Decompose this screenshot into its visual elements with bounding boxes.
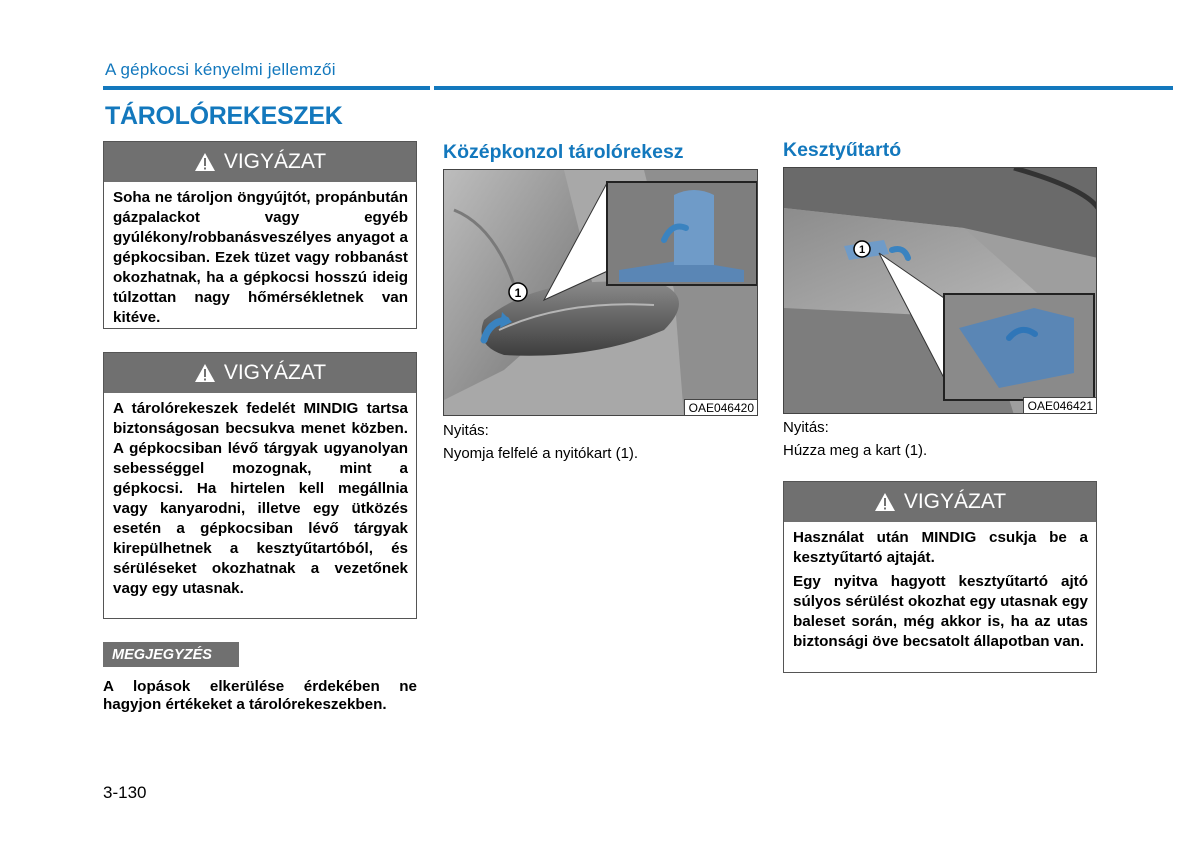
glovebox-figure-code: OAE046421 xyxy=(1023,397,1096,413)
caution-paragraph: Használat után MINDIG csukja be a kesztyűtartó ajtaját. xyxy=(793,529,1088,566)
glovebox-callout: 1 xyxy=(858,244,866,256)
caution-box-1 xyxy=(103,141,417,329)
console-callout: 1 xyxy=(514,286,522,300)
chapter-title: A gépkocsi kényelmi jellemzői xyxy=(105,60,336,79)
console-caption-label: Nyitás: xyxy=(443,422,489,439)
caution-header xyxy=(784,482,1096,522)
caution-title: VIGYÁZAT xyxy=(903,490,1007,513)
glovebox-illustration xyxy=(784,168,1097,414)
caution-body xyxy=(104,393,416,609)
console-illustration xyxy=(444,170,758,416)
caution-header xyxy=(104,142,416,182)
glovebox-figure xyxy=(783,167,1097,414)
note-text: A lopások elkerülése érdekében ne hagyjon értékeket a tárolórekeszekben. xyxy=(103,678,417,713)
console-caption-text: Nyomja felfelé a nyitókart (1). xyxy=(443,445,639,462)
caution-header xyxy=(104,353,416,393)
note-label: MEGJEGYZÉS xyxy=(103,642,239,667)
glovebox-title: Kesztyűtartó xyxy=(783,139,902,161)
header-rule-gap xyxy=(430,86,434,90)
caution-paragraph: A tárolórekeszek fedelét MINDIG tartsa biztonságosan becsukva menet közben. A gépkocsiban lévő tárgyak ugyanolyan sebességgel mozognak, mint a gépkocsi. Ha hirtelen kell megállnia vagy kanyarodni, illetve egy ütközés esetén a gépkocsiban lévő tárgyak kirepülhetnek a kesztyűtartóból, és sérüléseket okozhatnak a vezetőnek vagy egy utasnak. xyxy=(113,400,408,597)
glovebox-caption-text: Húzza meg a kart (1). xyxy=(783,442,928,459)
page-number: 3-130 xyxy=(103,783,147,802)
caution-box-3 xyxy=(783,481,1097,673)
console-title: Középkonzol tárolórekesz xyxy=(443,141,684,163)
caution-body xyxy=(784,522,1096,662)
warning-icon xyxy=(194,363,216,383)
section-title: TÁROLÓREKESZEK xyxy=(105,102,343,130)
warning-icon xyxy=(194,152,216,172)
header-rule xyxy=(103,86,1173,90)
caution-paragraph: Egy nyitva hagyott kesztyűtartó ajtó súlyos sérülést okozhat egy utasnak egy baleset során, még akkor is, ha az utas biztonsági öve becsatolt állapotban van. xyxy=(793,573,1088,650)
caution-paragraph: Soha ne tároljon öngyújtót, propánbután gázpalackot vagy egyéb gyúlékony/robbanásveszélyes anyagot a gépkocsiban. Ezek tüzet vagy robbanást okozhatnak, ha a gépkocsi hosszú ideig túlzottan nagy hőmérsékletnek van kitéve. xyxy=(113,189,408,326)
console-figure-code: OAE046420 xyxy=(684,399,757,415)
caution-body xyxy=(104,182,416,338)
warning-icon xyxy=(874,492,896,512)
caution-title: VIGYÁZAT xyxy=(223,361,327,384)
caution-title: VIGYÁZAT xyxy=(223,150,327,173)
glovebox-caption-label: Nyitás: xyxy=(783,419,829,436)
console-figure xyxy=(443,169,758,416)
caution-box-2 xyxy=(103,352,417,619)
